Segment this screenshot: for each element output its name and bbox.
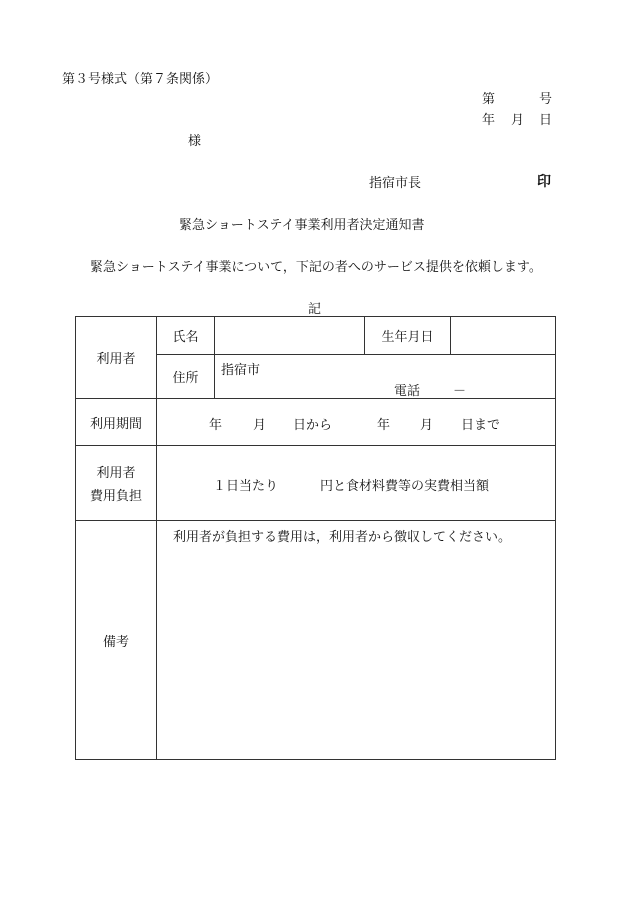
- birth-value[interactable]: [451, 317, 556, 355]
- name-value[interactable]: [215, 317, 365, 355]
- birth-label: 生年月日: [365, 317, 451, 355]
- burden-value[interactable]: [157, 446, 556, 521]
- period-to-year: 年: [377, 418, 391, 433]
- remarks-value[interactable]: [157, 521, 556, 760]
- burden-description: 円と食材料費等の実費相当額: [320, 479, 490, 494]
- period-value[interactable]: [157, 399, 556, 446]
- address-label: 住所: [157, 355, 215, 399]
- body-text: 緊急ショートステイ事業について，下記の者へのサービス提供を依頼します。: [90, 260, 542, 275]
- name-label: 氏名: [157, 317, 215, 355]
- period-from-year: 年: [209, 418, 223, 433]
- decision-table: [75, 316, 556, 760]
- doc-number-dai: 第: [482, 92, 496, 107]
- period-to-day: 日まで: [461, 418, 501, 433]
- remarks-label: 備考: [76, 521, 157, 760]
- date-month: 月: [511, 113, 525, 128]
- seal-mark: 印: [537, 174, 551, 190]
- phone-dash: －: [453, 384, 467, 399]
- remarks-text: 利用者が負担する費用は，利用者から徴収してください。: [173, 530, 512, 545]
- period-from-day: 日から: [293, 418, 333, 433]
- user-label: 利用者: [76, 317, 157, 399]
- date-day: 日: [539, 113, 553, 128]
- issuer-name: 指宿市長: [369, 176, 422, 191]
- burden-label-line-1: 利用者: [96, 466, 136, 481]
- burden-label-line-2: 費用負担: [89, 489, 142, 504]
- period-label: 利用期間: [76, 399, 157, 446]
- burden-label: [76, 446, 157, 521]
- period-to-month: 月: [420, 418, 434, 433]
- doc-number-go: 号: [539, 92, 553, 107]
- burden-per-day: １日当たり: [213, 479, 279, 494]
- address-prefix: 指宿市: [221, 363, 261, 378]
- ki-heading: 記: [308, 302, 322, 317]
- addressee-suffix: 様: [188, 134, 202, 149]
- phone-label: 電話: [394, 384, 421, 399]
- period-from-month: 月: [253, 418, 267, 433]
- document-title: 緊急ショートステイ事業利用者決定通知書: [179, 218, 425, 233]
- address-value[interactable]: [215, 355, 556, 399]
- date-year: 年: [482, 113, 496, 128]
- form-number: 第３号様式（第７条関係）: [62, 72, 219, 87]
